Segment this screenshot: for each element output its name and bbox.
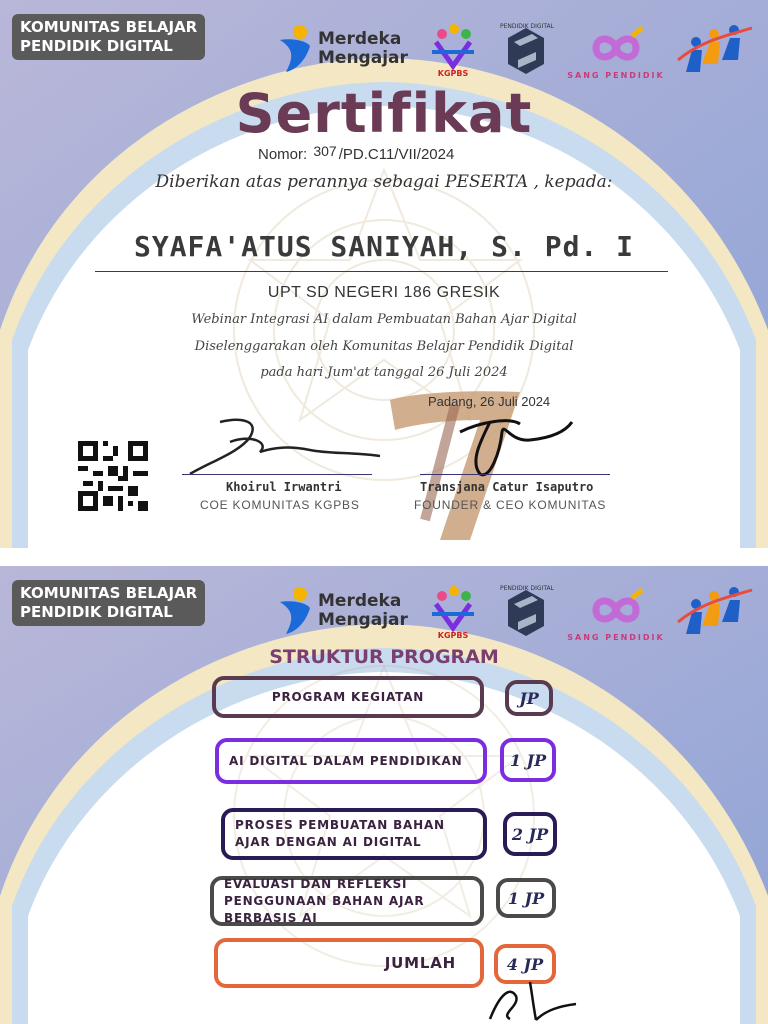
nomor-suffix: /PD.C11/VII/2024 — [338, 146, 455, 163]
signature-right — [440, 412, 580, 482]
merdeka-mengajar-logo — [276, 24, 408, 74]
description-line-3: pada hari Jum'at tanggal 26 Juli 2024 — [260, 365, 508, 380]
kgpbs-label: KGPBS — [437, 69, 469, 78]
kgpbs-logo — [428, 22, 478, 78]
sang-pendidik-logo — [566, 20, 666, 82]
community-tag — [12, 580, 205, 626]
program-row-label: PROSES PEMBUATAN BAHAN AJAR DENGAN AI DIGITAL — [221, 808, 487, 860]
program-total-jp: 4 JP — [494, 944, 556, 984]
community-tag-line-1: KOMUNITAS BELAJAR — [20, 584, 198, 602]
signatory-2-name: Transjana Catur Isaputro — [420, 480, 594, 494]
signatory-2-role: FOUNDER & CEO KOMUNITAS — [414, 498, 607, 512]
signature-bottom — [480, 974, 580, 1024]
kgpbs-logo — [428, 584, 478, 640]
program-structure-page — [0, 566, 768, 1024]
signature-line-left — [182, 474, 372, 475]
nomor-number: 307 — [313, 143, 337, 159]
pendidik-digital-label: PENDIDIK DIGITAL — [500, 585, 554, 592]
program-row-jp: JP — [505, 680, 553, 716]
mengajar-text: Mengajar — [318, 610, 408, 630]
program-row-jp: 2 JP — [503, 812, 557, 856]
mengajar-text: Mengajar — [318, 48, 408, 68]
description-line-2: Diselenggarakan oleh Komunitas Belajar Pendidik Digital — [194, 339, 574, 354]
sang-pendidik-logo — [566, 582, 666, 644]
given-text: Diberikan atas perannya sebagai PESERTA , kepada: — [155, 172, 613, 192]
recipient-name: SYAFA'ATUS SANIYAH, S. Pd. I — [133, 230, 634, 263]
certificate-title: Sertifikat — [235, 82, 533, 145]
signature-left — [180, 412, 390, 482]
signatory-1-role: COE KOMUNITAS KGPBS — [200, 498, 360, 512]
qr-code-icon — [78, 441, 148, 511]
nomor-label: Nomor: — [258, 146, 308, 163]
pendidik-digital-label: PENDIDIK DIGITAL — [500, 23, 554, 30]
merdeka-mengajar-logo — [276, 586, 408, 636]
school-name: UPT SD NEGERI 186 GRESIK — [267, 284, 501, 301]
community-tag — [12, 14, 205, 60]
program-row-jp: 1 JP — [500, 738, 556, 782]
sang-pendidik-label: SANG PENDIDIK — [567, 71, 665, 80]
program-row-jp: 1 JP — [496, 878, 556, 918]
merdeka-mengajar-icon — [276, 586, 314, 636]
program-row-label: PROGRAM KEGIATAN — [212, 676, 484, 718]
program-total-label: JUMLAH — [214, 938, 484, 988]
community-tag-line-1: KOMUNITAS BELAJAR — [20, 18, 198, 36]
merdeka-mengajar-icon — [276, 24, 314, 74]
name-underline — [95, 271, 668, 272]
community-tag-line-2: PENDIDIK DIGITAL — [20, 37, 173, 55]
people-logo-icon — [672, 582, 756, 644]
place-date: Padang, 26 Juli 2024 — [428, 394, 551, 409]
pendidik-digital-logo — [496, 582, 558, 642]
program-structure-title: STRUKTUR PROGRAM — [269, 646, 499, 668]
merdeka-text: Merdeka — [318, 29, 402, 49]
signature-line-right — [420, 474, 610, 475]
program-row-label: AI DIGITAL DALAM PENDIDIKAN — [215, 738, 487, 784]
program-row-label: EVALUASI DAN REFLEKSI PENGGUNAAN BAHAN AJAR BERBASIS AI — [210, 876, 484, 926]
certificate-number — [258, 143, 455, 163]
merdeka-text: Merdeka — [318, 591, 402, 611]
description-line-1: Webinar Integrasi AI dalam Pembuatan Bahan Ajar Digital — [191, 312, 577, 327]
people-logo-icon — [672, 20, 756, 82]
sang-pendidik-label: SANG PENDIDIK — [567, 633, 665, 642]
kgpbs-label: KGPBS — [437, 631, 469, 640]
pendidik-digital-logo — [496, 20, 558, 80]
signatory-1-name: Khoirul Irwantri — [226, 480, 342, 494]
community-tag-line-2: PENDIDIK DIGITAL — [20, 603, 173, 621]
